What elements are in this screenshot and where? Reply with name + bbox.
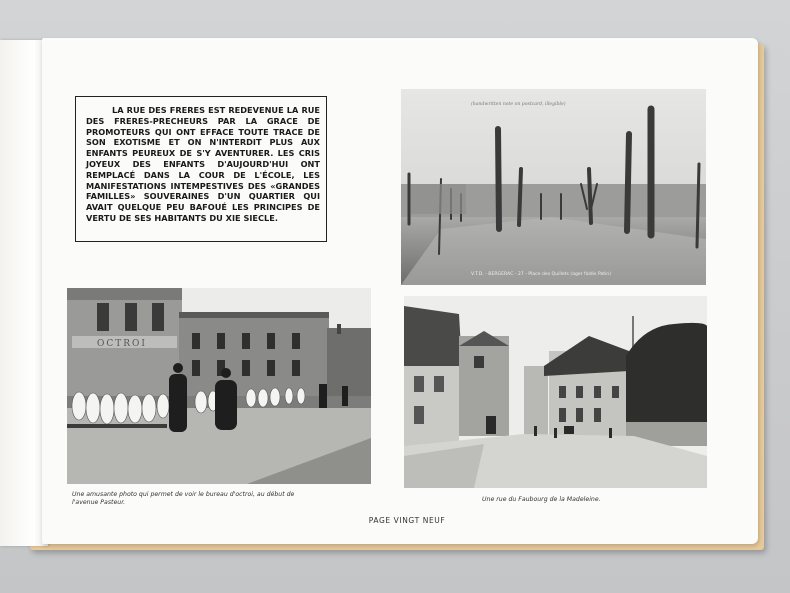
photo-place-des-quillets <box>401 89 706 285</box>
page-number-label: PAGE VINGT NEUF <box>368 516 446 525</box>
octroi-sign: OCTROI <box>97 339 147 349</box>
photo-bureau-octroi <box>67 288 371 484</box>
text-block <box>75 96 327 242</box>
caption-faubourg: Une rue du Faubourg de la Madeleine. <box>482 496 601 503</box>
caption-octroi: Une amusante photo qui permet de voir le bureau d'octroi, au début de l'avenue Pasteur. <box>72 491 295 506</box>
photo-faubourg-madeleine <box>404 296 707 488</box>
text-paragraph: LA RUE DES FRERES EST REDEVENUE LA RUE DES FRERES-PRECHEURS PAR LA GRACE DE PROMOTEURS QUI ONT EFFACE TOUTE TRACE DE SON EXOTISME ET ON N'INTERDIT PLUS AUX ENFANTS PEUREUX DE S'Y AVENTURER. LES CRIS JOYEUX DES ENFANTS D'AUJOURD'HUI ONT REMPLACÉ DANS LA COUR DE L'ÉCOLE, LES MANIFESTATIONS INTEMPESTIVES DES «GRANDES FAMILLES» SOUVERAINES D'UN QUARTIER QUI AVAIT QUELQUE PEU BAFOUÉ LES PRINCIPES DE VERTU DE SES HABITANTS DU XIE SIECLE. <box>86 105 320 223</box>
postcard-handwritten-note: (handwritten note on postcard, illegible) <box>471 102 566 107</box>
postcard-printed-caption: V.T.D. - BERGERAC - 27 - Place des Quillets (ager faldis Patin) <box>471 272 612 277</box>
left-page-edge <box>0 40 48 546</box>
right-page <box>42 38 758 544</box>
